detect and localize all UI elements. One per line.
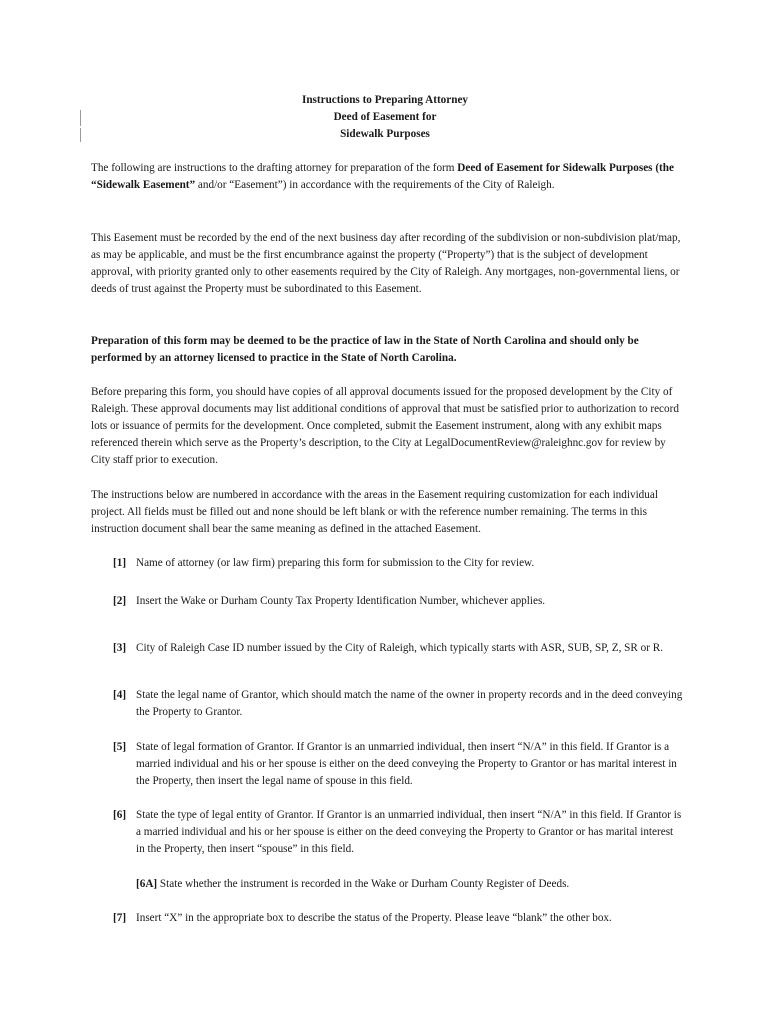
intro-text-bold: Deed of Easement for Sidewalk Purposes (the “Sidewalk Easement” (91, 162, 674, 191)
subitem-number: [6A] (136, 878, 158, 890)
item-text: State the legal name of Grantor, which should match the name of the owner in property records and in the deed conveying the Property to Grantor. (136, 689, 683, 718)
instruction-item (113, 555, 683, 572)
item-text: Name of attorney (or law firm) preparing this form for submission to the City for review. (136, 557, 535, 569)
item-text: State of legal formation of Grantor. If Grantor is an unmarried individual, then insert “N/A” in this field. If Grantor is a married individual and his or her spouse is either on the deed conveying the Property to Grantor or has marital interest in the Property, then insert the legal name of spouse in this field. (136, 741, 677, 787)
instruction-item (113, 807, 683, 858)
intro-text-end: and/or “Easement”) in accordance with the requirements of the City of Raleigh. (195, 179, 555, 191)
recording-text: This Easement must be recorded by the end of the next business day after recording of the subdivision or non-subdivision plat/map, as may be applicable, and must be the first encumbrance against the property (“Property”) that is the subject of development approval, with priority granted only to other easements required by the City of Raleigh. Any mortgages, non-governmental liens, or deeds of trust against the Property must be subordinated to this Easement. (91, 232, 681, 295)
item-number: [1] (113, 557, 127, 569)
instruction-item (113, 640, 683, 657)
instruction-item (113, 687, 683, 721)
title-line-2: Deed of Easement for (333, 111, 437, 123)
item-text: State the type of legal entity of Grantor. If Grantor is an unmarried individual, then insert “N/A” in this field. If Grantor is a married individual and his or her spouse is either on the deed conveying the Property to Grantor or has marital interest in the Property, then insert “spouse” in this field. (136, 809, 682, 855)
numbering-text: The instructions below are numbered in accordance with the areas in the Easement requiring customization for each individual project. All fields must be filled out and none should be left blank or with the reference number remaining. The terms in this instruction document shall bear the same meaning as defined in the attached Easement. (91, 489, 658, 535)
intro-text-start: The following are instructions to the drafting attorney for preparation of the form (91, 162, 458, 174)
item-text: City of Raleigh Case ID number issued by the City of Raleigh, which typically starts with ASR, SUB, SP, Z, SR or R. (136, 642, 664, 654)
title-line-3: Sidewalk Purposes (340, 128, 430, 140)
item-number: [3] (113, 642, 127, 654)
preparation-text: Before preparing this form, you should have copies of all approval documents issued for the proposed development by the City of Raleigh. These approval documents may list additional conditions of approval that must be satisfied prior to authorization to record lots or issuance of permits for the development. Once completed, submit the Easement instrument, along with any exhibit maps referenced therein which serve as the Property’s description, to the City at LegalDocumentReview@raleighnc.gov for review by City staff prior to execution. (91, 386, 679, 466)
practice-of-law-text: Preparation of this form may be deemed to be the practice of law in the State of North Carolina and should only be performed by an attorney licensed to practice in the State of North Carolina. (91, 335, 639, 364)
intro-paragraph (91, 160, 687, 194)
document-title (0, 92, 770, 143)
instruction-item (113, 910, 683, 927)
item-text: Insert the Wake or Durham County Tax Property Identification Number, whichever applies. (136, 595, 546, 607)
preparation-paragraph (91, 384, 687, 469)
item-number: [2] (113, 595, 127, 607)
subitem-text: State whether the instrument is recorded in the Wake or Durham County Register of Deeds. (157, 878, 570, 890)
item-number: [7] (113, 912, 127, 924)
item-number: [5] (113, 741, 127, 753)
title-line-1: Instructions to Preparing Attorney (301, 94, 469, 106)
recording-paragraph (91, 230, 687, 298)
item-number: [4] (113, 689, 127, 701)
numbering-paragraph (91, 487, 687, 538)
instruction-item (113, 593, 683, 610)
instruction-subitem (136, 876, 676, 893)
item-number: [6] (113, 809, 127, 821)
item-text: Insert “X” in the appropriate box to describe the status of the Property. Please leave “blank” the other box. (136, 912, 612, 924)
instruction-item (113, 739, 683, 790)
practice-of-law-notice (91, 333, 687, 367)
